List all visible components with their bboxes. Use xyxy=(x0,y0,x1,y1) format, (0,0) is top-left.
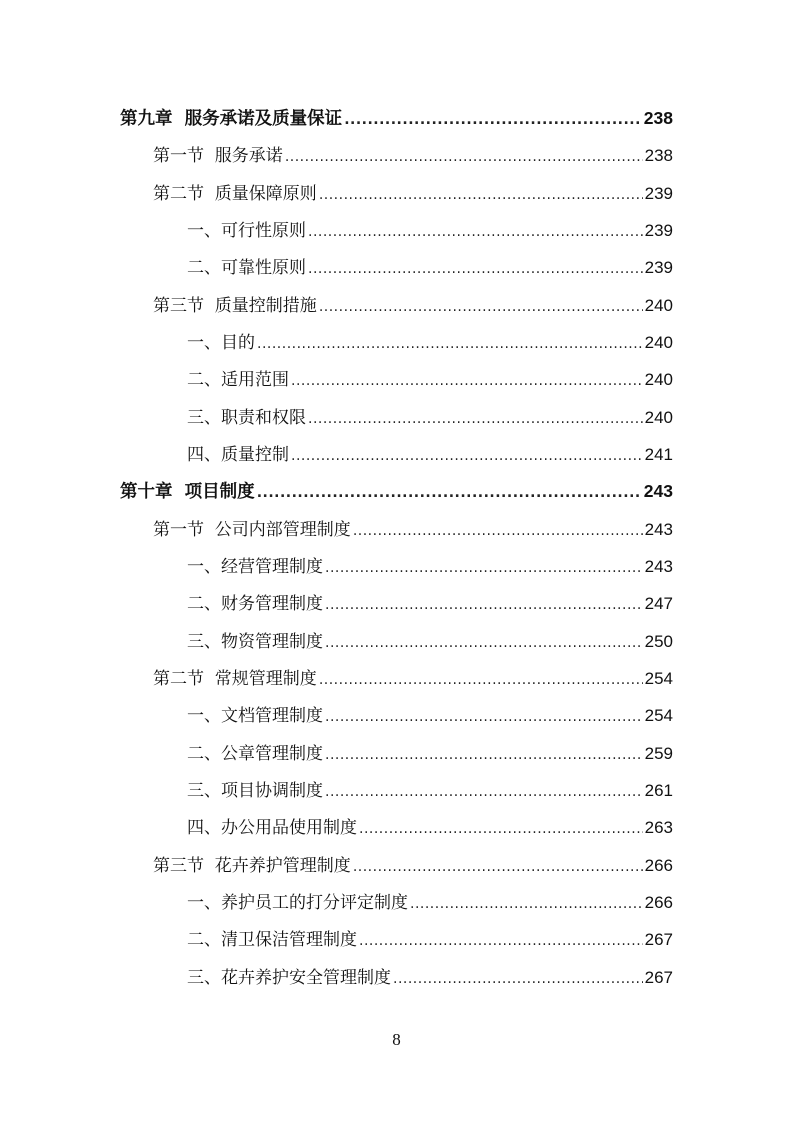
toc-entry-title: 二、适用范围 xyxy=(187,370,289,390)
toc-entry-title: 三、项目协调制度 xyxy=(187,781,323,801)
toc-entry-title: 二、公章管理制度 xyxy=(187,743,323,764)
toc-entry[interactable] xyxy=(187,735,673,772)
toc-entry-page: 243 xyxy=(644,519,673,539)
toc-dot-leader xyxy=(325,550,643,587)
toc-entry-page: 247 xyxy=(644,594,673,613)
toc-entry-title: 一、可行性原则 xyxy=(187,221,306,241)
toc-entry-page: 239 xyxy=(644,183,673,203)
toc-entry-title: 三、物资管理制度 xyxy=(187,631,323,652)
toc-entry-title: 第三节 质量控制措施 xyxy=(153,295,317,316)
toc-entry-page: 261 xyxy=(644,781,673,800)
toc-entry-title: 四、质量控制 xyxy=(187,445,289,465)
toc-entry[interactable] xyxy=(153,847,673,884)
toc-entry-title: 一、文档管理制度 xyxy=(187,706,323,726)
toc-entry-title: 第二节 质量保障原则 xyxy=(153,183,317,204)
toc-dot-leader xyxy=(319,662,643,699)
toc-entry[interactable] xyxy=(187,361,673,398)
toc-entry-page: 267 xyxy=(644,930,673,949)
toc-dot-leader xyxy=(319,289,643,326)
toc-entry-page: 239 xyxy=(644,258,673,277)
toc-entry-title: 一、经营管理制度 xyxy=(187,557,323,577)
toc-entry[interactable] xyxy=(187,585,673,622)
toc-entry-page: 266 xyxy=(644,855,673,875)
toc-dot-leader xyxy=(308,251,643,288)
toc-dot-leader xyxy=(319,177,643,214)
toc-entry[interactable] xyxy=(187,249,673,286)
toc-entry-page: 240 xyxy=(644,333,673,352)
toc-entry-title: 三、花卉养护安全管理制度 xyxy=(187,967,391,988)
toc-entry[interactable] xyxy=(187,697,673,734)
toc-entry-chapter-9[interactable] xyxy=(120,100,673,137)
toc-dot-leader xyxy=(393,961,643,998)
toc-entry-title: 第一节 公司内部管理制度 xyxy=(153,519,351,540)
toc-entry[interactable] xyxy=(187,548,673,585)
toc-entry[interactable] xyxy=(187,212,673,249)
toc-entry[interactable] xyxy=(153,287,673,324)
toc-dot-leader xyxy=(257,475,642,512)
toc-dot-leader xyxy=(359,811,643,848)
toc-entry-title: 二、可靠性原则 xyxy=(187,258,306,278)
toc-dot-leader xyxy=(353,513,643,550)
toc-dot-leader xyxy=(353,849,643,886)
toc-entry[interactable] xyxy=(153,175,673,212)
toc-entry-page: 240 xyxy=(644,370,673,389)
toc-entry-title: 四、办公用品使用制度 xyxy=(187,818,357,838)
toc-dot-leader xyxy=(325,699,643,736)
toc-entry-page: 267 xyxy=(644,967,673,987)
toc-entry-title: 第二节 常规管理制度 xyxy=(153,669,317,689)
toc-entry-page: 240 xyxy=(644,295,673,315)
toc-entry-page: 254 xyxy=(644,669,673,688)
toc-dot-leader xyxy=(285,139,643,176)
page-number: 8 xyxy=(392,1030,401,1049)
toc-entry-title: 第一节 服务承诺 xyxy=(153,146,283,166)
toc-entry[interactable] xyxy=(187,772,673,809)
toc-entry-page: 266 xyxy=(644,893,673,912)
toc-entry[interactable] xyxy=(153,660,673,697)
toc-entry-title: 二、财务管理制度 xyxy=(187,594,323,614)
toc-entry-page: 243 xyxy=(644,557,673,576)
toc-entry-page: 259 xyxy=(644,743,673,763)
toc-entry[interactable] xyxy=(187,324,673,361)
toc-dot-leader xyxy=(325,774,643,811)
toc-dot-leader xyxy=(325,625,643,662)
toc-entry[interactable] xyxy=(187,436,673,473)
toc-entry[interactable] xyxy=(187,399,673,436)
toc-dot-leader xyxy=(325,737,643,774)
toc-entry-chapter-10[interactable] xyxy=(120,473,673,510)
toc-entry-title: 一、养护员工的打分评定制度 xyxy=(187,893,408,913)
toc-entry[interactable] xyxy=(187,959,673,996)
toc-entry-page: 239 xyxy=(644,221,673,240)
toc-dot-leader xyxy=(308,401,643,438)
toc-dot-leader xyxy=(291,363,643,400)
toc-dot-leader xyxy=(344,102,642,139)
toc-entry[interactable] xyxy=(153,137,673,174)
toc-entry-page: 238 xyxy=(643,108,673,128)
toc-entry[interactable] xyxy=(187,884,673,921)
toc-entry-title: 二、清卫保洁管理制度 xyxy=(187,930,357,950)
toc-entry-page: 254 xyxy=(644,706,673,725)
toc-entry[interactable] xyxy=(187,809,673,846)
toc-entry-title: 三、职责和权限 xyxy=(187,407,306,428)
toc-entry-page: 241 xyxy=(644,445,673,464)
toc-entry-title: 第三节 花卉养护管理制度 xyxy=(153,855,351,876)
toc-entry-page: 238 xyxy=(644,146,673,165)
toc-dot-leader xyxy=(359,923,643,960)
toc-entry-page: 263 xyxy=(644,818,673,837)
toc-entry[interactable] xyxy=(187,623,673,660)
toc-dot-leader xyxy=(291,438,643,475)
toc-entry-page: 240 xyxy=(644,407,673,427)
toc-dot-leader xyxy=(308,214,643,251)
toc-entry-title: 第十章 项目制度 xyxy=(120,482,255,502)
toc-entry-page: 250 xyxy=(644,631,673,651)
toc-entry-page: 243 xyxy=(643,481,673,501)
toc-entry-title: 第九章 服务承诺及质量保证 xyxy=(120,109,343,129)
toc-dot-leader xyxy=(325,587,643,624)
toc-entry[interactable] xyxy=(153,511,673,548)
toc-dot-leader xyxy=(410,886,643,923)
toc-entry-title: 一、目的 xyxy=(187,333,255,353)
toc-dot-leader xyxy=(257,326,643,363)
toc-entry[interactable] xyxy=(187,921,673,958)
